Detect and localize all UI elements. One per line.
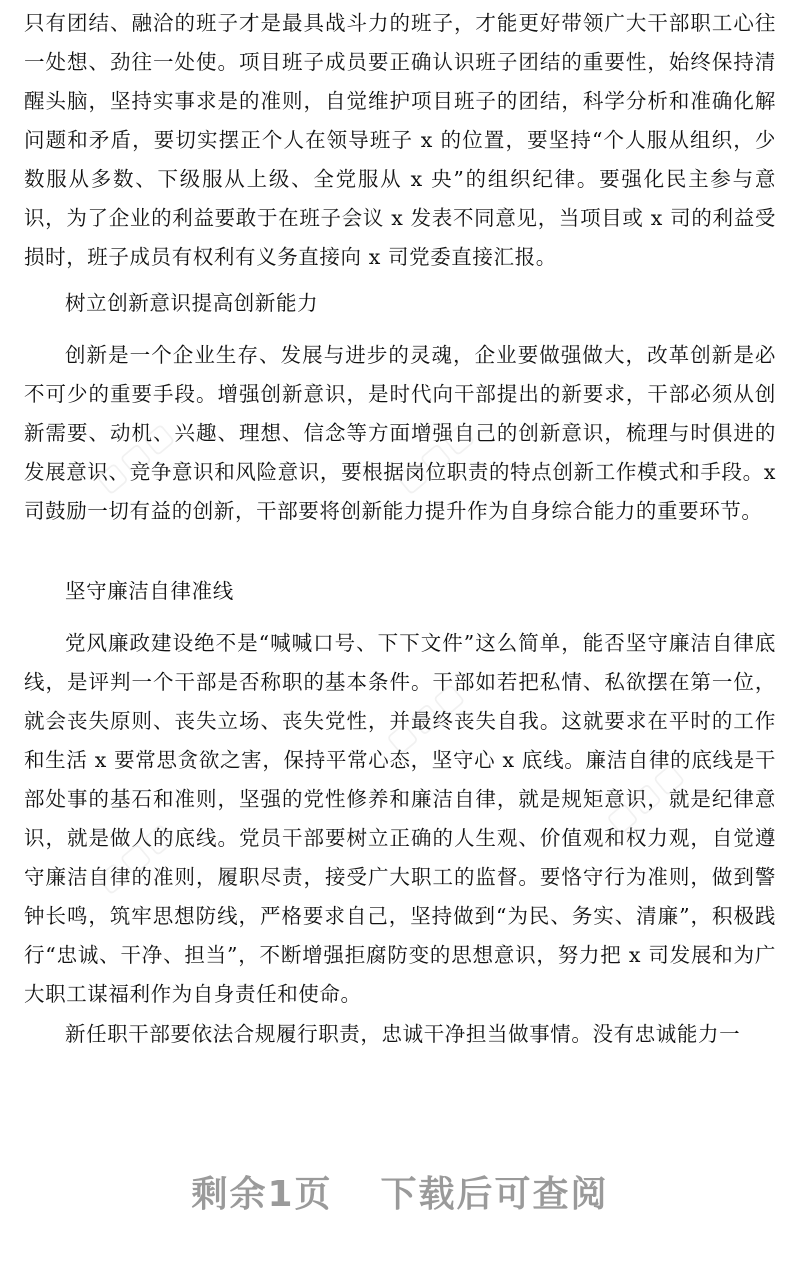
paragraph-team-unity: 只有团结、融洽的班子才是最具战斗力的班子，才能更好带领广大干部职工心往一处想、劲往一处使。项目班子成员要正确认识班子团结的重要性，始终保持清醒头脑，坚持实事求是的准则，自觉维护项目班子的团结，科学分析和准确化解问题和矛盾，要切实摆正个人在领导班子 x 的位置，要坚持“个人服从组织，少数服从多数、下级服从上级、全党服从 x 央”的组织纪律。要强化民主参与意识，为了企业的利益要敢于在班子会议 x 发表不同意见，当项目或 x 司的利益受损时，班子成员有权利有义务直接向 x 司党委直接汇报。 <box>24 11 777 269</box>
section-heading-innovation: 树立创新意识提高创新能力 <box>65 291 319 315</box>
remaining-pages-label: 剩余1页 <box>191 1174 333 1215</box>
section-heading-integrity: 坚守廉洁自律准线 <box>65 579 234 603</box>
watermark-logo: ▢▢▢ <box>379 674 472 761</box>
watermark-logo: ▢▢▢ <box>389 414 482 501</box>
watermark-logo: ▢▢▢ <box>599 754 692 841</box>
download-prompt[interactable] <box>0 1166 800 1217</box>
watermark-logo: ▢▢▢ <box>89 814 182 901</box>
paragraph-integrity: 党风廉政建设绝不是“喊喊口号、下下文件”这么简单，能否坚守廉洁自律底线，是评判一个干部是否称职的基本条件。干部如若把私情、私欲摆在第一位，就会丧失原则、丧失立场、丧失党性，并最终丧失自我。这就要求在平时的工作和生活 x 要常思贪欲之害，保持平常心态，坚守心 x 底线。廉洁自律的底线是干部处事的基石和准则，坚强的党性修养和廉洁自律，就是规矩意识，就是纪律意识，就是做人的底线。党员干部要树立正确的人生观、价值观和权力观，自觉遵守廉洁自律的准则，履职尽责，接受广大职工的监督。要恪守行为准则，做到警钟长鸣，筑牢思想防线，严格要求自己，坚持做到“为民、务实、清廉”，积极践行“忠诚、干净、担当”，不断增强拒腐防变的思想意识，努力把 x 司发展和为广大职工谋福利作为自身责任和使命。 <box>24 631 776 1006</box>
download-to-view-label: 下载后可查阅 <box>380 1174 609 1215</box>
paragraph-new-cadres: 新任职干部要依法合规履行职责，忠诚干净担当做事情。没有忠诚能力一 <box>65 1022 741 1046</box>
watermark-logo: ▢▢▢ <box>89 414 182 501</box>
paragraph-innovation: 创新是一个企业生存、发展与进步的灵魂，企业要做强做大，改革创新是必不可少的重要手段。增强创新意识，是时代向干部提出的新要求，干部必须从创新需要、动机、兴趣、理想、信念等方面增强自己的创新意识，梳理与时俱进的发展意识、竞争意识和风险意识，要根据岗位职责的特点创新工作模式和手段。x 司鼓励一切有益的创新，干部要将创新能力提升作为自身综合能力的重要环节。 <box>24 343 776 523</box>
